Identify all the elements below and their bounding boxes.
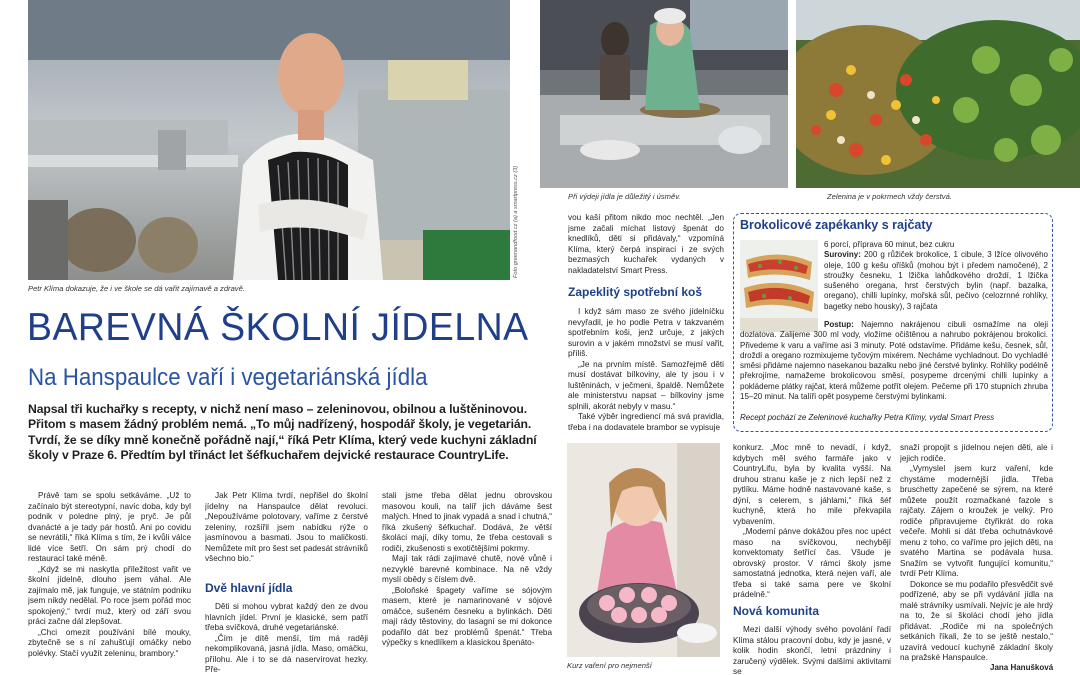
- column-6: [900, 443, 1053, 663]
- paragraph: Právě tam se spolu setkáváme. „Už to začínalo být stereotypní, navíc doba, kdy byl podnik v poledne plný, je pryč. Je půl dvanácté a je tady pár hostů. Ani po covidu se nevrátili,“ říká Klíma s tím, že i kvůli válce lidé více šetří. On sám prý chodí do restaurací také méně.: [28, 491, 191, 563]
- column-5b: [733, 625, 891, 675]
- girl-photo-caption: Kurz vaření pro nejmenší: [567, 661, 652, 670]
- paragraph: „Je na prvním místě. Samozřejmě děti musí dostávat bílkoviny, ale ty jsou i v luštěninách, v ječmeni, špaldě. Nemůžete ale ministerstvu napsat – bílkoviny jsme splnili, akorát nebyly v masu.“: [568, 359, 724, 411]
- chef-photo-caption: Petr Klíma dokazuje, že i ve škole se dá vařit zajímavě a zdravě.: [28, 284, 245, 293]
- recipe-source-note: Recept pochází ze Zeleninové kuchařky Petra Klímy, vydal Smart Press: [740, 413, 995, 422]
- vegetables-photo: [796, 0, 1080, 188]
- recipe-photo: [740, 240, 818, 332]
- paragraph: Také výběr ingrediencí má svá pravidla, třeba i na dodavatele brambor se vypisuje: [568, 412, 724, 432]
- chef-photo: [28, 0, 510, 280]
- column-4-top: [568, 213, 724, 277]
- paragraph: stali jsme třeba dělat jednu obrovskou masovou kouli, na talíř jich dáváme šest malých. Hned to jinak vypadá a snad i chutná,“ říká zkušený šéfkuchař. Dodává, že větší školáci mají, díky tomu, že třeba cestovali s rodiči, zkušenosti s exotičtějšími pokrmy.: [382, 491, 552, 553]
- paragraph: Mezi další výhody svého povolání řadí Klíma stálou pracovní dobu, kdy je jasné, v kolik hodin skončí, letní prázdniny i zaručený výdělek. Svými dalšími aktivitami se: [733, 625, 891, 675]
- column-1: [28, 491, 191, 675]
- paragraph: snaží propojit s jídelnou nejen děti, ale i jejich rodiče.: [900, 443, 1053, 463]
- ingredients-label: Suroviny:: [824, 250, 861, 260]
- recipe-procedure-block: [740, 320, 1048, 412]
- paragraph: „Když se mi naskytla příležitost vařit ve školní jídelně, dlouho jsem váhal. Ale zajímalo mě, jak funguje, ve státním podniku jsem nikdy nedělal. Po roce jsem pořád moc spokojený,“ tvrdí muž, který od září svou práci začne dál zlepšovat.: [28, 564, 191, 626]
- serving-photo-caption: Při výdeji jídla je důležitý i úsměv.: [568, 192, 681, 201]
- column-4-mid: [568, 307, 724, 435]
- section-heading-nova-komunita: Nová komunita: [733, 604, 820, 618]
- procedure-text: Najemno nakrájenou cibuli osmažíme na oleji dozlatova. Zalijeme 300 ml vody, vložíme očištěnou a nahrubo pokrájenou brokolici. Přivedeme k varu a vaříme asi 3 minuty. Poté odstavíme. Přidáme kešu, česnek, sůl, droždí a oregano rozmixujeme tyčovým mixérem. Necháme vychladnout. Do vychladlé směsi přidáme najemno nasekanou bazalku nebo jiné čerstvé bylinky. Rohlíky podélně překrojíme, namažeme brokolicovou směsí, posypeme drcenými chilli lupínky a pokládeme plátky rajčat, která můžeme potřít olejem. Pečeme při 170 stupních zhruba 15–20 minut. Na talíři opět posypeme čerstvými bylinkami.: [740, 320, 1048, 402]
- column-2: [205, 491, 368, 571]
- paragraph: Jak Petr Klíma tvrdí, nepřišel do školní jídelny na Hanspaulce dělat revoluci. „Nepoužíváme polotovary, vaříme z čerstvé zeleniny, rozšířil jsem nabídku rýže o jasmínovou a basmati. Jsou to maličkosti. Nemůžete mít pro šest set padesát strávníků všechno bio.“: [205, 491, 368, 563]
- paragraph: Mají tak rádi zajímavé chutě, nové vůně i nezvyklé barevné kombinace. Na ně vždy myslí obědy s číslem dvě.: [382, 554, 552, 584]
- recipe-title: Brokolicové zapékanky s rajčaty: [740, 218, 933, 232]
- column-3: [382, 491, 552, 675]
- girl-cooking-photo: [567, 443, 720, 657]
- recipe-intro: 6 porcí, příprava 60 minut, bez cukru: [824, 240, 955, 249]
- paragraph: Dokonce se mu podařilo přesvědčit své podřízené, aby se při vydávání jídla na malé strávníky usmívali. Nejvíc je ale hrdý na to, že si školáci chodí jeho jídla přidávat. „Rodiče mi na společných setkáních říkali, že to se ještě nestalo,“ uzavírá vedoucí kuchyně základní školy na pražské Hanspaulce.: [900, 579, 1053, 662]
- paragraph: Děti si mohou vybrat každý den ze dvou hlavních jídel. První je klasické, sem patří třeba svíčková, druhé vegetariánské.: [205, 602, 368, 632]
- column-5: [733, 443, 891, 598]
- paragraph: „Chci omezit používání bílé mouky, zbytečně se s ní zahušťují omáčky nebo polévky. Stačí využít zeleninu, brambory.“: [28, 627, 191, 658]
- ingredients-text: 200 g růžiček brokolice, 1 cibule, 3 lžíce olivového oleje, 100 g kešu oříšků (mohou být i předem namočené), 2 stroužky česneku, 1 lžička lahůdkového droždí, 1 lžička sušeného oregana, hrst čerstvých bylin (např. bazalka, oregano), chilli lupínky, mořská sůl, pečivo (celozrnné rohlíky, bagetky nebo housky), 3 rajčata: [824, 250, 1048, 311]
- section-heading-zapeklity-kos: Zapeklitý spotřební koš: [568, 285, 703, 299]
- article-lead: Napsal tři kuchařky s recepty, v nichž není maso – zeleninovou, obilnou a luštěninovou. Přitom s masem žádný problém nemá. „To můj nadřízený, hospodář školy, je vegetarián. Tvrdí, že se díky mně konečně pořádně nají,“ říká Petr Klíma, který vede kuchyni základní školy v Praze 6. Předtím byl třináct let šéfkuchařem dejvické restaurace CountryLife.: [28, 402, 537, 463]
- paragraph: „Vymyslel jsem kurz vaření, kde chystáme modernější jídla. Třeba bruschetty zapečené se sýrem, na které můžete použít rozmačkané fazole s rajčaty. Zájem o kroužek je velký. Pro rodiče připravujeme čtyřikrát do roka večeře. Mohli si dát třeba ochutnávkové menu z toho, co vaříme pro jejich děti, na svatého Martina se podávala husa. Snažím se vytvořit fungující komunitu,“ tvrdí Petr Klíma.: [900, 464, 1053, 578]
- recipe-text-top: [824, 240, 1048, 320]
- photo-credit: Foto greenandfood.cz (a) a smartpress.cz (3): [513, 165, 519, 278]
- article-author: Jana Hanušková: [990, 663, 1054, 672]
- article-subtitle: Na Hanspaulce vaří i vegetariánská jídla: [28, 364, 428, 391]
- procedure-label: Postup:: [824, 320, 854, 329]
- paragraph: „Moderní pánve dokážou přes noc upéct maso na svíčkovou, nechybějí konvektomaty šetřící čas. Všude je obrovský prostor. V rámci školy jsme samostatná jednotka, která nejen vaří, ale třeba si také sama pere ve školní prádelně.“: [733, 527, 891, 598]
- section-heading-dve-hlavni-jidla: Dvě hlavní jídla: [205, 581, 293, 595]
- serving-photo: [540, 0, 788, 188]
- column-2b: [205, 602, 368, 675]
- paragraph: „Boloňské špagety vaříme se sójovým masem, které je namarinované v sójové omáčce, sušeném česneku a bylinkách. Děti mají rády těstoviny, do lasagní se mi dokonce podařilo dát bez problémů špenát.“ Třeba výpečky s knedlíkem a klasickou špenáto-: [382, 585, 552, 647]
- recipe-ingredients: [824, 250, 1048, 312]
- article-title: BAREVNÁ ŠKOLNÍ JÍDELNA: [27, 306, 529, 349]
- paragraph: konkurz. „Moc mně to nevadí, i když, kdybych měl svého farmáře jako v CountryLifu, byla by kvalita vyšší. Na druhou stranu kaše je z nich lepší než z pytlíku. Máme hodně nastavované kaše, s dýní, s celerem, s jáhlami,“ říká šéf kuchyně, která ho mile překvapila vybavením.: [733, 443, 891, 526]
- paragraph: vou kaší přitom nikdo moc nechtěl. „Jen jsme začali míchat listový špenát do knedlíků, děti si přidávaly,“ vzpomíná Klíma, který čerpá inspiraci i ze svých bezmasých kuchařek vydaných v nakladatelství Smart Press.: [568, 213, 724, 275]
- paragraph: „Čím je dítě menší, tím má raději nekomplikovaná, jasná jídla. Maso, omáčku, přílohu. Ale i to se dá naservírovat hezky. Pře-: [205, 633, 368, 674]
- vegetables-photo-caption: Zelenina je v pokrmech vždy čerstvá.: [827, 192, 952, 201]
- paragraph: I když sám maso ze svého jídelníčku nevyřadil, je ho podle Petra v takzvaném spotřebním koši, jenž určuje, z jakých surovin a v jakém množství se musí vařit, příliš.: [568, 307, 724, 358]
